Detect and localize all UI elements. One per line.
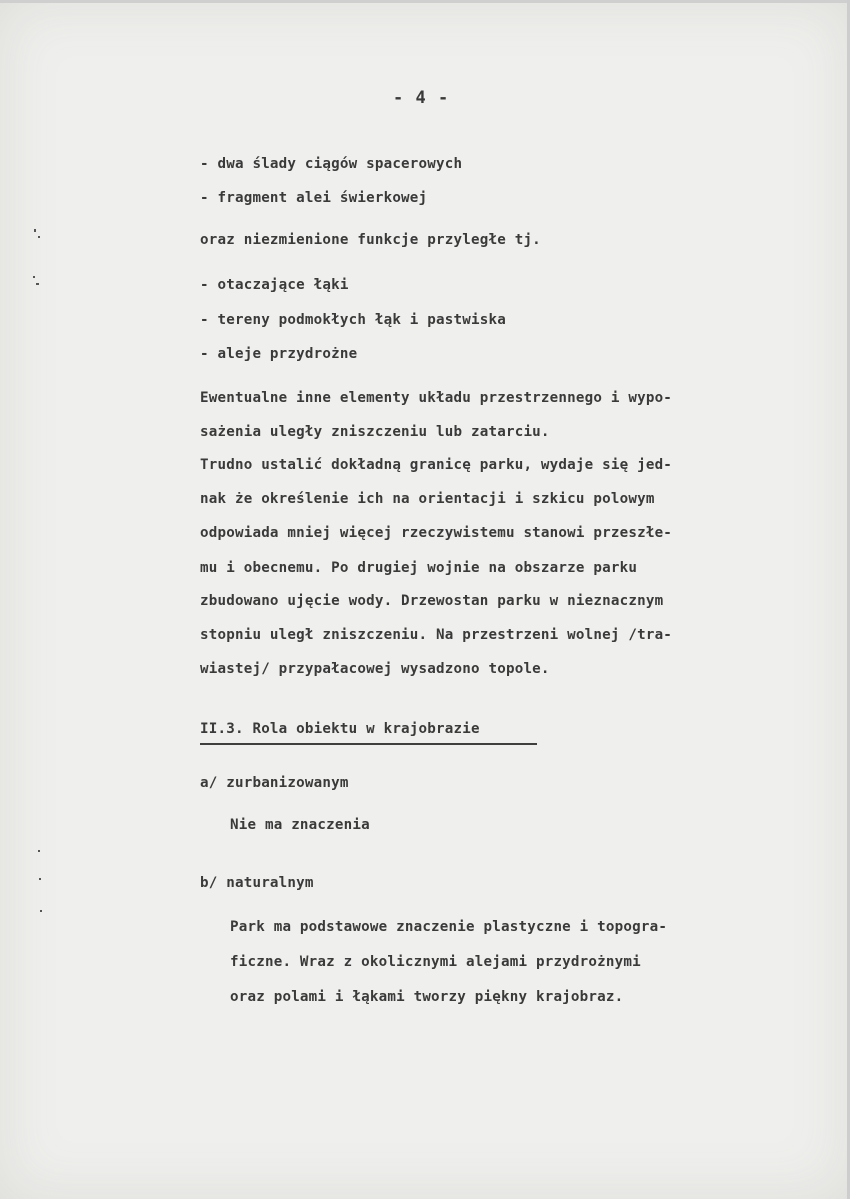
subsection-a-label: a/ zurbanizowanym [200,775,349,791]
paragraph-line: mu i obecnemu. Po drugiej wojnie na obszarze parku [200,560,638,576]
scan-speck [38,236,40,238]
scan-speck [33,276,35,278]
paragraph-line: stopniu uległ zniszczeniu. Na przestrzeni wolnej /tra- [200,627,673,643]
paragraph-line: sażenia uległy zniszczeniu lub zatarciu. [200,424,550,440]
subsection-a-text: Nie ma znaczenia [230,817,370,833]
list-item: - fragment alei świerkowej [200,190,428,206]
list-item: - dwa ślady ciągów spacerowych [200,156,463,172]
scan-speck [34,229,36,232]
paragraph-line: nak że określenie ich na orientacji i szkicu polowym [200,491,655,507]
page-top-edge [0,0,850,3]
section-heading: II.3. Rola obiektu w krajobrazie [200,721,480,737]
list-item: - otaczające łąki [200,277,349,293]
subsection-b-line: Park ma podstawowe znaczenie plastyczne i topogra- [230,919,668,935]
scan-speck [40,910,42,912]
heading-underline [200,743,537,745]
scan-speck [38,850,40,852]
list-item: - tereny podmokłych łąk i pastwiska [200,312,506,328]
subsection-b-label: b/ naturalnym [200,875,314,891]
scan-speck [39,878,41,880]
section-heading-block [200,720,537,745]
paragraph-line: wiastej/ przypałacowej wysadzono topole. [200,661,550,677]
intro-line: oraz niezmienione funkcje przyległe tj. [200,232,541,248]
subsection-b-line: oraz polami i łąkami tworzy piękny krajobraz. [230,989,624,1005]
paragraph-line: zbudowano ujęcie wody. Drzewostan parku w nieznacznym [200,593,664,609]
paragraph-line: odpowiada mniej więcej rzeczywistemu stanowi przeszłe- [200,525,673,541]
page-number: - 4 - [393,88,450,108]
paragraph-line: Trudno ustalić dokładną granicę parku, wydaje się jed- [200,457,673,473]
paragraph-line: Ewentualne inne elementy układu przestrzennego i wypo- [200,390,673,406]
list-item: - aleje przydrożne [200,346,358,362]
subsection-b-line: ficzne. Wraz z okolicznymi alejami przydrożnymi [230,954,641,970]
scan-speck [36,283,39,285]
